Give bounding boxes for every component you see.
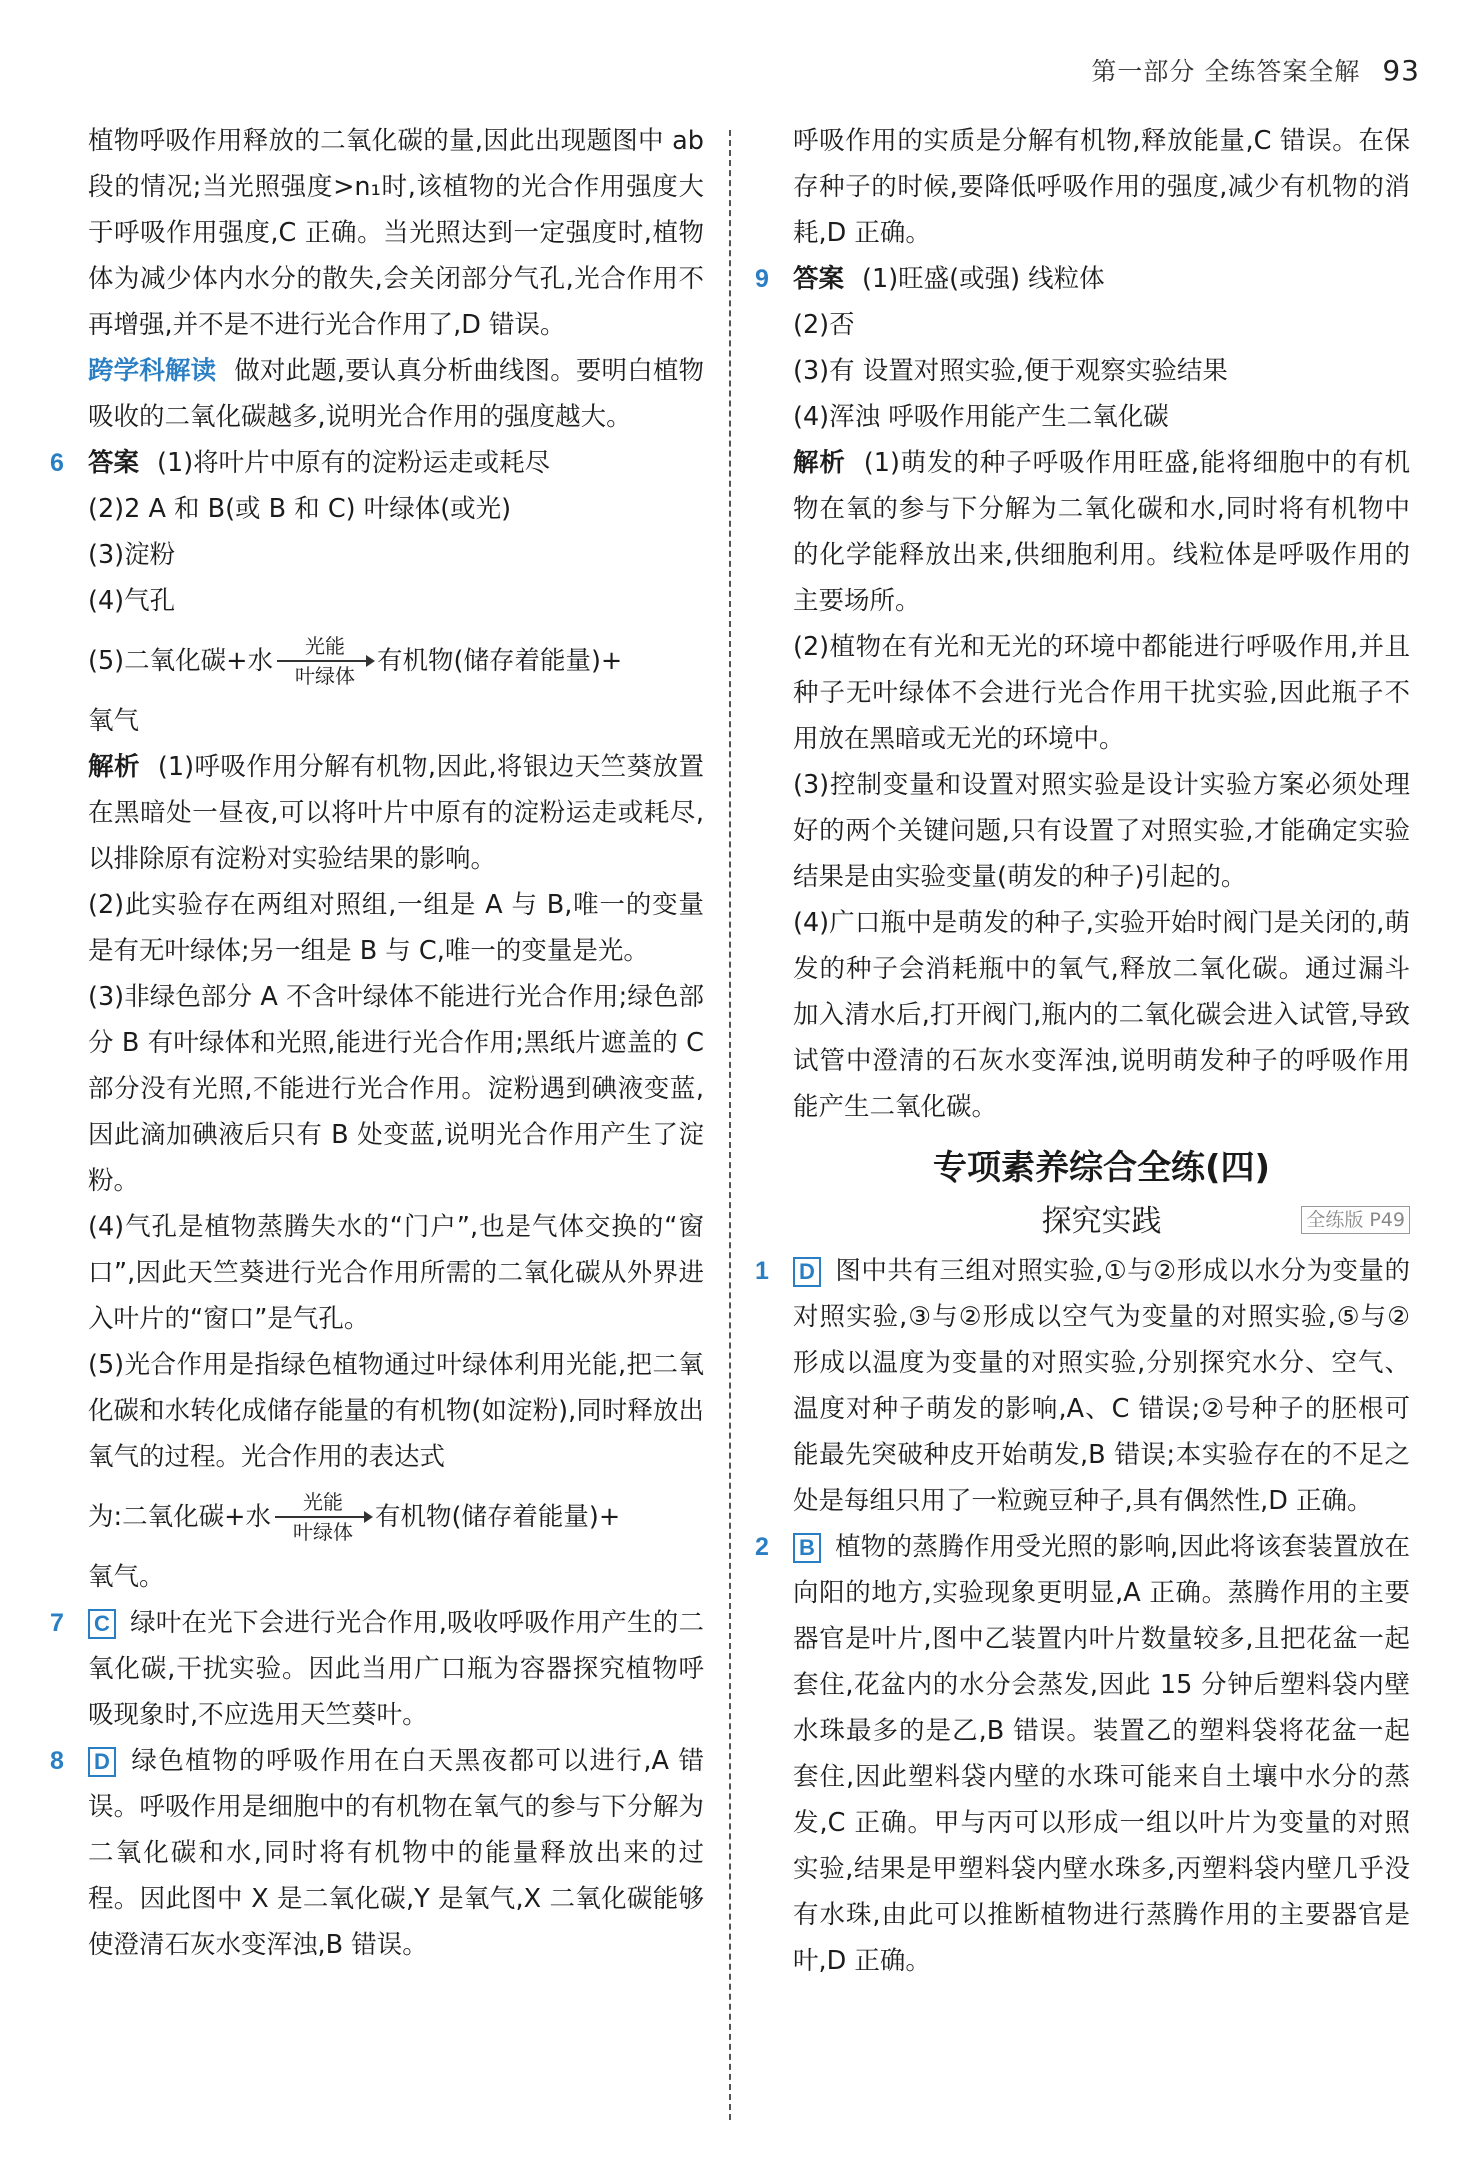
answer-line — [793, 256, 1410, 302]
photosynthesis-formula — [88, 1480, 704, 1554]
arrow-bottom-label: 叶绿体 — [295, 664, 355, 688]
question-number: 7 — [50, 1609, 64, 1637]
analysis-line: (2)植物在有光和无光的环境中都能进行呼吸作用,并且种子无叶绿体不会进行光合作用干扰实验,因此瓶子不用放在黑暗或无光的环境中。 — [793, 632, 1410, 754]
paragraph: 呼吸作用的实质是分解有机物,释放能量,C 错误。在保存种子的时候,要降低呼吸作用的强度,减少有机物的消耗,D 正确。 — [793, 126, 1410, 248]
answer-line: (3)有 设置对照实验,便于观察实验结果 — [793, 356, 1228, 386]
answer-line: 氧气 — [88, 706, 140, 736]
header-section: 第一部分 全练答案全解 — [1091, 57, 1361, 86]
question-number: 8 — [50, 1747, 64, 1775]
paragraph: 植物呼吸作用释放的二氧化碳的量,因此出现题图中 ab 段的情况;当光照强度>n₁时,该植物的光合作用强度大于呼吸作用强度,C 正确。当光照达到一定强度时,植物体为减少体内水分的散失,会关闭部分气孔,光合作用不再增强,并不是不进行光合作用了,D 错误。 — [88, 126, 704, 340]
arrow-line — [275, 1516, 371, 1518]
section-title: 专项素养综合全练(四) — [932, 1148, 1271, 1188]
answer-line — [88, 440, 704, 486]
answer-choice-badge: D — [88, 1747, 116, 1777]
answer-text: (1)将叶片中原有的淀粉运走或耗尽 — [157, 448, 551, 478]
arrow-bottom-label: 叶绿体 — [292, 1520, 353, 1544]
arrow-line — [277, 660, 373, 662]
photosynthesis-formula — [88, 624, 704, 698]
analysis-text: (1)呼吸作用分解有机物,因此,将银边天竺葵放置在黑暗处一昼夜,可以将叶片中原有的淀粉运走或耗尽,以排除原有淀粉对实验结果的影响。 — [88, 752, 704, 874]
answer-explanation: 绿色植物的呼吸作用在白天黑夜都可以进行,A 错误。呼吸作用是细胞中的有机物在氧气的参与下分解为二氧化碳和水,同时将有机物中的能量释放出来的过程。因此图中 X 是二氧化碳,Y 是氧气,X 二氧化碳能够使澄清石灰水变浑浊,B 错误。 — [88, 1746, 704, 1960]
answer-line: (2)2 A 和 B(或 B 和 C) 叶绿体(或光) — [88, 494, 512, 524]
question-text — [88, 1600, 704, 1738]
cross-discipline-text: 做对此题,要认真分析曲线图。要明白植物吸收的二氧化碳越多,说明光合作用的强度越大。 — [88, 356, 704, 432]
question-number: 2 — [755, 1533, 769, 1561]
question-text — [88, 1738, 704, 1968]
cross-discipline-note — [88, 348, 704, 440]
question-text — [793, 1524, 1410, 1984]
analysis-label: 解析 — [88, 752, 140, 782]
formula-reactants: 为:二氧化碳+水 — [88, 1502, 271, 1532]
reaction-arrow — [275, 1491, 371, 1543]
cross-discipline-label: 跨学科解读 — [88, 356, 217, 386]
answer-choice-badge: C — [88, 1609, 116, 1639]
answer-line: (3)淀粉 — [88, 540, 176, 570]
analysis-line — [793, 440, 1410, 624]
answer-choice-badge: D — [793, 1257, 821, 1287]
page-header — [1091, 52, 1420, 88]
sub-title: 探究实践 — [1041, 1204, 1162, 1239]
question-9 — [755, 256, 1410, 1130]
analysis-line — [88, 744, 704, 882]
answer-label: 答案 — [88, 448, 140, 478]
column-divider — [729, 130, 731, 2120]
question-8 — [50, 1738, 704, 1968]
question-6 — [50, 440, 704, 1600]
page-number: 93 — [1382, 54, 1420, 87]
answer-line: (4)浑浊 呼吸作用能产生二氧化碳 — [793, 402, 1169, 432]
answer-explanation: 绿叶在光下会进行光合作用,吸收呼吸作用产生的二氧化碳,干扰实验。因此当用广口瓶为容器探究植物呼吸现象时,不应选用天竺葵叶。 — [88, 1608, 704, 1730]
arrow-top-label: 光能 — [302, 1490, 343, 1514]
formula-reactants: (5)二氧化碳+水 — [88, 646, 273, 676]
question-number: 9 — [755, 265, 769, 293]
answer-explanation: 图中共有三组对照实验,①与②形成以水分为变量的对照实验,③与②形成以空气为变量的对照实验,⑤与②形成以温度为变量的对照实验,分别探究水分、空气、温度对种子萌发的影响,A、C 错误;②号种子的胚根可能最先突破种皮开始萌发,B 错误;本实验存在的不足之处是每组只用了一粒豌豆种子,具有偶然性,D 正确。 — [793, 1256, 1410, 1516]
answer-choice-badge: B — [793, 1533, 821, 1563]
reaction-arrow — [277, 635, 373, 687]
practice-question-2 — [755, 1524, 1410, 1984]
analysis-line: (3)控制变量和设置对照实验是设计实验方案必须处理好的两个关键问题,只有设置了对照实验,才能确定实验结果是由实验变量(萌发的种子)引起的。 — [793, 770, 1410, 892]
answer-label: 答案 — [793, 264, 845, 294]
question-text — [793, 1248, 1410, 1524]
formula-products: 有机物(储存着能量)+ — [377, 646, 623, 676]
analysis-line: 氧气。 — [88, 1562, 165, 1592]
question-number: 6 — [50, 449, 64, 477]
answer-text: (1)旺盛(或强) 线粒体 — [862, 264, 1105, 294]
analysis-line: (2)此实验存在两组对照组,一组是 A 与 B,唯一的变量是有无叶绿体;另一组是 B 与 C,唯一的变量是光。 — [88, 890, 704, 966]
left-column — [50, 118, 704, 1968]
answer-explanation: 植物的蒸腾作用受光照的影响,因此将该套装置放在向阳的地方,实验现象更明显,A 正确。蒸腾作用的主要器官是叶片,图中乙装置内叶片数量较多,且把花盆一起套住,花盆内的水分会蒸发,因此 15 分钟后塑料袋内壁水珠最多的是乙,B 错误。装置乙的塑料袋将花盆一起套住,因此塑料袋内壁的水珠可能来自土壤中水分的蒸发,C 正确。甲与丙可以形成一组以叶片为变量的对照实验,结果是甲塑料袋内壁水珠多,丙塑料袋内壁几乎没有水珠,由此可以推断植物进行蒸腾作用的主要器官是叶,D 正确。 — [793, 1532, 1410, 1976]
formula-products: 有机物(储存着能量)+ — [374, 1502, 621, 1532]
analysis-line: (3)非绿色部分 A 不含叶绿体不能进行光合作用;绿色部分 B 有叶绿体和光照,能进行光合作用;黑纸片遮盖的 C 部分没有光照,不能进行光合作用。淀粉遇到碘液变蓝,因此滴加碘液后只有 B 处变蓝,说明光合作用产生了淀粉。 — [88, 982, 704, 1196]
question-7 — [50, 1600, 704, 1738]
sub-title-row — [793, 1196, 1410, 1248]
answer-line: (2)否 — [793, 310, 855, 340]
reference-tag: 全练版 P49 — [1301, 1206, 1410, 1234]
right-column — [755, 118, 1410, 1984]
question-number: 1 — [755, 1257, 769, 1285]
analysis-label: 解析 — [793, 448, 846, 478]
answer-line: (4)气孔 — [88, 586, 176, 616]
arrow-top-label: 光能 — [305, 634, 345, 658]
analysis-line: (4)气孔是植物蒸腾失水的“门户”,也是气体交换的“窗口”,因此天竺葵进行光合作用所需的二氧化碳从外界进入叶片的“窗口”是气孔。 — [88, 1212, 704, 1334]
practice-question-1 — [755, 1248, 1410, 1524]
analysis-text: (1)萌发的种子呼吸作用旺盛,能将细胞中的有机物在氧的参与下分解为二氧化碳和水,同时将有机物中的化学能释放出来,供细胞利用。线粒体是呼吸作用的主要场所。 — [793, 448, 1410, 616]
analysis-line: (5)光合作用是指绿色植物通过叶绿体利用光能,把二氧化碳和水转化成储存能量的有机物(如淀粉),同时释放出氧气的过程。光合作用的表达式 — [88, 1350, 704, 1472]
analysis-line: (4)广口瓶中是萌发的种子,实验开始时阀门是关闭的,萌发的种子会消耗瓶中的氧气,释放二氧化碳。通过漏斗加入清水后,打开阀门,瓶内的二氧化碳会进入试管,导致试管中澄清的石灰水变浑浊,说明萌发种子的呼吸作用能产生二氧化碳。 — [793, 908, 1410, 1122]
